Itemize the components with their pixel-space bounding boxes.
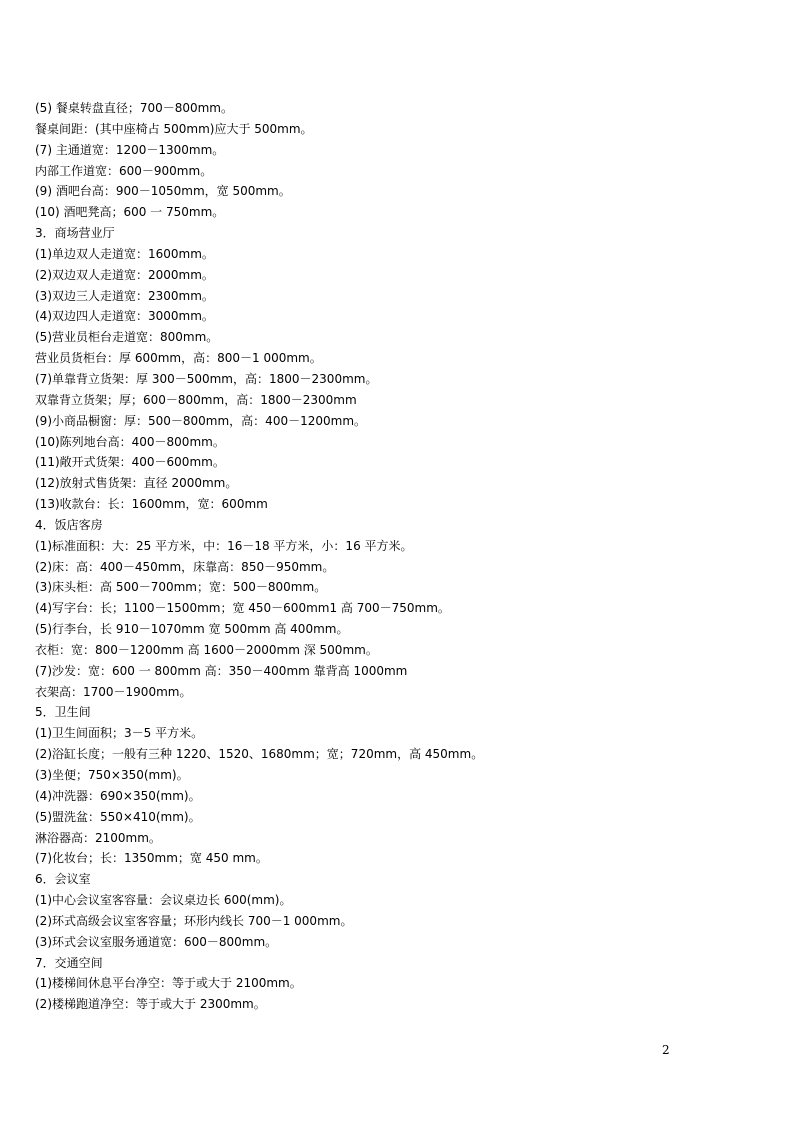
text-line: (3)坐便；750×350(mm)。 xyxy=(35,768,189,782)
text-line: (4)写字台：长；1100－1500mm；宽 450－600mm1 高 700－750mm。 xyxy=(35,601,450,616)
document-body xyxy=(35,98,755,1015)
text-line: (2)楼梯跑道净空：等于或大于 2300mm。 xyxy=(35,997,266,1012)
text-line: (5) 餐桌转盘直径；700－800mm。 xyxy=(35,101,234,115)
text-line: (5)盟洗盆：550×410(mm)。 xyxy=(35,809,201,824)
text-line: (7)沙发：宽：600 一 800mm 高：350－400mm 靠背高 1000mm xyxy=(35,663,408,678)
section-heading: 5．卫生间 xyxy=(35,705,91,720)
section-heading: 6．会议室 xyxy=(35,872,91,887)
section-heading: 3．商场营业厅 xyxy=(35,226,115,241)
section-heading: 7．交通空间 xyxy=(35,955,103,970)
text-line: 餐桌间距：(其中座椅占 500mm)应大于 500mm。 xyxy=(35,121,313,136)
text-line: 衣架高：1700－1900mm。 xyxy=(35,684,192,699)
text-line: (4)双边四人走道宽：3000mm。 xyxy=(35,309,214,324)
text-line: (7)化妆台；长：1350mm；宽 450 mm。 xyxy=(35,851,268,866)
text-line: (2)浴缸长度；一般有三种 1220、1520、1680mm；宽；720mm，高 450mm。 xyxy=(35,747,484,762)
text-line: 衣柜：宽：800－1200mm 高 1600－2000mm 深 500mm。 xyxy=(35,642,378,657)
text-line: (1)单边双人走道宽：1600mm。 xyxy=(35,246,214,261)
text-line: (10) 酒吧凳高；600 一 750mm。 xyxy=(35,205,225,220)
text-line: (1)标准面积：大：25 平方米，中：16－18 平方米，小：16 平方米。 xyxy=(35,538,413,553)
text-line: (12)放射式售货架：直径 2000mm。 xyxy=(35,476,238,491)
text-line: 营业员货柜台：厚 600mm，高：800－1 000mm。 xyxy=(35,351,322,366)
text-line: (7) 主通道宽：1200－1300mm。 xyxy=(35,142,225,157)
text-line: (3)床头柜：高 500－700mm；宽：500－800mm。 xyxy=(35,580,327,595)
text-line: (1)楼梯间休息平台净空：等于或大于 2100mm。 xyxy=(35,976,302,991)
text-line: (2)床：高：400－450mm，床靠高：850－950mm。 xyxy=(35,559,335,574)
text-line: (9)小商品橱窗：厚：500－800mm，高：400－1200mm。 xyxy=(35,413,367,428)
section-heading: 4．饭店客房 xyxy=(35,517,103,532)
text-line: (7)单靠背立货架：厚 300－500mm，高：1800－2300mm。 xyxy=(35,371,378,386)
text-line: (13)收款台：长：1600mm，宽：600mm xyxy=(35,497,268,512)
text-line: (1)中心会议室客容量：会议桌边长 600(mm)。 xyxy=(35,893,292,908)
text-line: (3)环式会议室服务通道宽：600－800mm。 xyxy=(35,934,278,949)
text-line: (9) 酒吧台高：900－1050mm，宽 500mm。 xyxy=(35,184,291,199)
page-number: 2 xyxy=(662,1043,670,1057)
text-line: (4)冲洗器：690×350(mm)。 xyxy=(35,788,201,803)
text-line: (3)双边三人走道宽：2300mm。 xyxy=(35,288,214,303)
text-line: 双靠背立货架；厚；600－800mm，高：1800－2300mm xyxy=(35,392,357,407)
text-line: (2)环式高级会议室客容量；环形内线长 700－1 000mm。 xyxy=(35,913,353,928)
text-line: 内部工作道宽：600－900mm。 xyxy=(35,163,213,178)
text-line: 淋浴器高：2100mm。 xyxy=(35,830,161,845)
text-line: (2)双边双人走道宽：2000mm。 xyxy=(35,267,214,282)
text-line: (5)营业员柜台走道宽：800mm。 xyxy=(35,330,219,345)
text-line: (5)行李台，长 910－1070mm 宽 500mm 高 400mm。 xyxy=(35,622,349,637)
text-line: (11)敞开式货架：400－600mm。 xyxy=(35,455,225,470)
text-line: (10)陈列地台高：400－800mm。 xyxy=(35,434,225,449)
text-line: (1)卫生间面积；3－5 平方米。 xyxy=(35,726,204,741)
